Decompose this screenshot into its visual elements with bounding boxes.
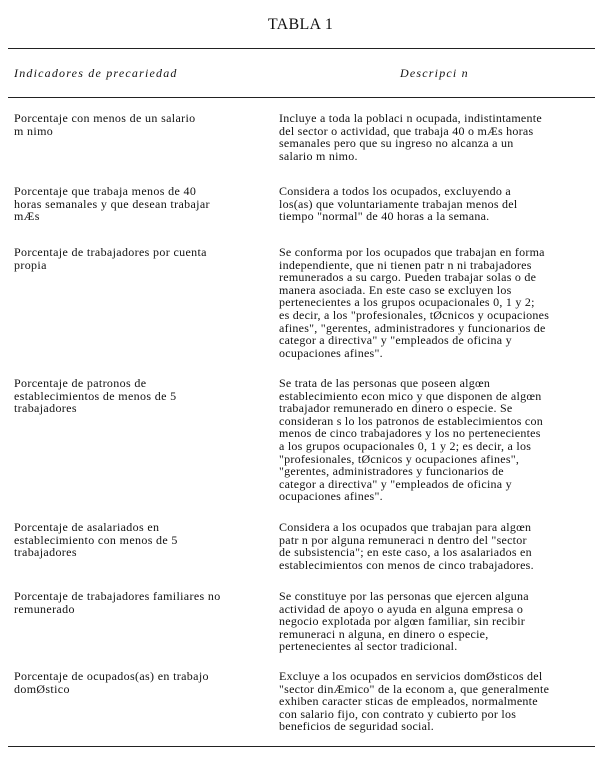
description-line: Considera a todos los ocupados, excluyendo a [279, 184, 511, 198]
header-rule [8, 97, 595, 98]
description-line: independiente, que ni tienen patr n ni trabajadores [279, 257, 532, 272]
description-line: menos de cinco trabajadores y los no pertenecientes [279, 426, 541, 441]
indicator-cell [14, 246, 264, 271]
description-cell [279, 246, 599, 359]
description-line: remunerados a su cargo. Pueden trabajar solas o de [279, 270, 537, 285]
description-line: Se trata de las personas que poseen algœn [279, 376, 491, 390]
description-cell [279, 590, 599, 653]
description-line: "profesionales, tØcnicos y ocupaciones afines", [279, 451, 520, 466]
indicator-line: m nimo [14, 123, 54, 138]
description-line: semanales pero que su ingreso no alcanza a un [279, 136, 514, 151]
description-line: establecimiento econ mico y que disponen de algœn [279, 388, 542, 403]
description-line: salario m nimo. [279, 148, 358, 163]
description-line: de subsistencia"; en este caso, a los asalariados en [279, 545, 532, 560]
description-line: remuneraci n alguna, en dinero o especie, [279, 626, 489, 641]
description-line: exhiben caracter sticas de empleados, normalmente [279, 694, 538, 709]
indicator-cell [14, 112, 264, 137]
description-cell [279, 112, 599, 162]
description-line: del sector o actividad, que trabaja 40 o mÆs horas [279, 123, 534, 138]
description-line: negocio explotada por algœn familiar, sin recibir [279, 614, 526, 629]
indicator-cell [14, 670, 264, 695]
description-line: patr n por alguna remuneraci n dentro del "sector [279, 532, 527, 547]
description-line: afines", "gerentes, administradores y funcionarios de [279, 320, 546, 335]
column-header-description: Descripci n [400, 66, 469, 80]
indicator-line: trabajadores [14, 545, 77, 560]
indicator-line: establecimientos de menos de 5 [14, 388, 177, 403]
indicator-line: Porcentaje con menos de un salario [14, 111, 196, 125]
indicator-cell [14, 590, 264, 615]
indicator-line: Porcentaje de trabajadores por cuenta [14, 245, 207, 259]
indicator-cell [14, 377, 264, 415]
indicator-line: Porcentaje que trabaja menos de 40 [14, 184, 197, 198]
description-line: consideran s lo los patronos de establecimientos con [279, 413, 543, 428]
indicator-cell [14, 521, 264, 559]
description-line: pertenecientes al sector tradicional. [279, 639, 458, 654]
description-line: a los grupos ocupacionales 0, 1 y 2; es decir, a los [279, 438, 532, 453]
indicator-line: Porcentaje de patronos de [14, 376, 147, 390]
indicator-line: Porcentaje de ocupados(as) en trabajo [14, 669, 209, 683]
description-line: es decir, a los "profesionales, tØcnicos y ocupaciones [279, 307, 550, 322]
indicator-line: remunerado [14, 601, 75, 616]
description-line: Se conforma por los ocupados que trabajan en forma [279, 245, 545, 259]
indicator-line: propia [14, 257, 47, 272]
indicator-line: trabajadores [14, 401, 77, 416]
indicator-line: mÆs [14, 209, 40, 224]
description-cell [279, 521, 599, 571]
indicator-line: domØstico [14, 681, 70, 696]
indicator-line: Porcentaje de trabajadores familiares no [14, 589, 221, 603]
description-line: "gerentes, administradores y funcionarios de [279, 464, 504, 479]
description-line: con salario fijo, con contrato y cubierto por los [279, 706, 517, 721]
description-line: manera asociada. En este caso se excluyen los [279, 282, 512, 297]
description-line: Excluye a los ocupados en servicios domØsticos del [279, 669, 543, 683]
indicator-line: establecimiento con menos de 5 [14, 532, 178, 547]
description-line: Considera a los ocupados que trabajan para algœn [279, 520, 532, 534]
indicator-line: Porcentaje de asalariados en [14, 520, 160, 534]
description-line: Se constituye por las personas que ejercen alguna [279, 589, 529, 603]
description-line: pertenecientes a los grupos ocupacionales 0, 1 y 2; [279, 295, 535, 310]
description-cell [279, 670, 599, 733]
description-line: Incluye a toda la poblaci n ocupada, indistintamente [279, 111, 542, 125]
description-line: ocupaciones afines". [279, 489, 383, 504]
description-line: tiempo "normal" de 40 horas a la semana. [279, 209, 490, 224]
description-line: beneficios de seguridad social. [279, 719, 435, 734]
description-line: categor a directiva" y "empleados de oficina y [279, 476, 512, 491]
description-line: trabajador remunerado en dinero o especie. Se [279, 401, 513, 416]
description-line: los(as) que voluntariamente trabajan menos del [279, 196, 518, 211]
description-cell [279, 377, 599, 503]
description-line: "sector dinÆmico" de la econom a, que generalmente [279, 681, 550, 696]
bottom-rule [8, 746, 595, 747]
top-rule [8, 48, 595, 49]
description-line: categor a directiva" y "empleados de oficina y [279, 333, 512, 348]
indicator-line: horas semanales y que desean trabajar [14, 196, 210, 211]
description-line: establecimientos con menos de cinco trabajadores. [279, 557, 534, 572]
indicator-cell [14, 185, 264, 223]
description-line: ocupaciones afines". [279, 345, 383, 360]
description-cell [279, 185, 599, 223]
table-title: TABLA 1 [267, 16, 334, 33]
description-line: actividad de apoyo o ayuda en alguna empresa o [279, 601, 524, 616]
column-header-indicators: Indicadores de precariedad [14, 66, 178, 80]
